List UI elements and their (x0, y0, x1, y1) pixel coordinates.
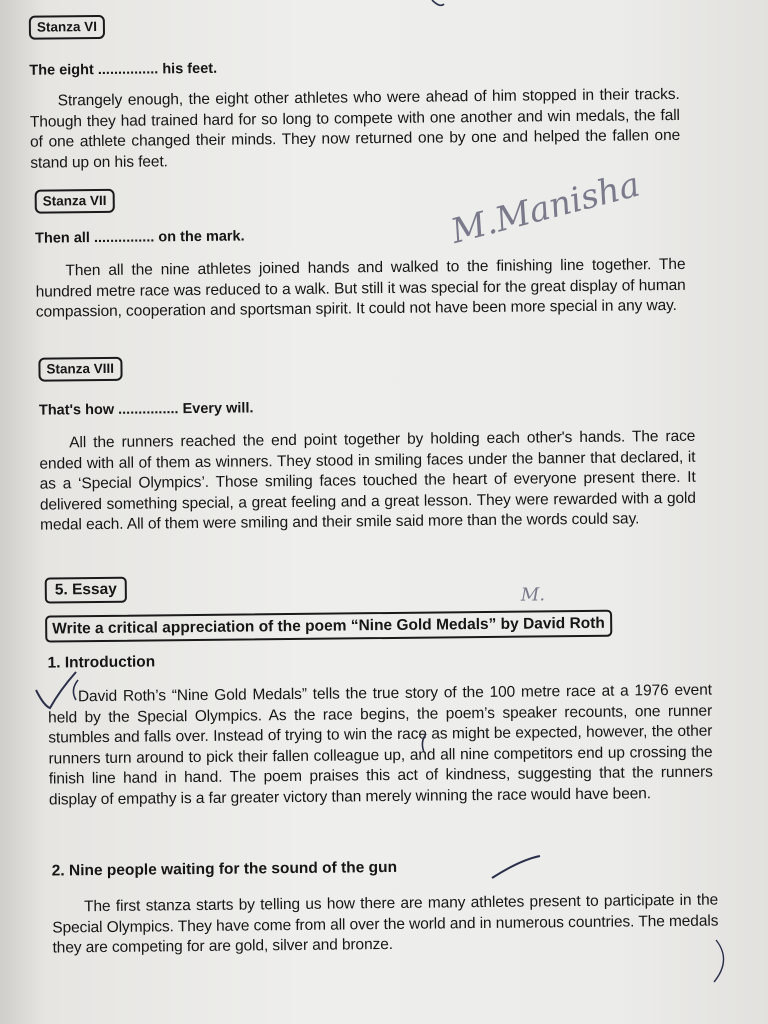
stanza-6-lead: The eight ............... his feet. (29, 60, 218, 79)
stanza-7-lead: Then all ............... on the mark. (35, 228, 245, 247)
stanza-6-label: Stanza VI (29, 15, 105, 40)
open-bracket-mark (73, 680, 78, 700)
section-2-paragraph: The first stanza starts by telling us how there are many athletes present to participate in the Special Olympics. They have come from all over the world and in numerous countries. The medals they are competing for are gold, silver and bronze. (52, 891, 719, 957)
stanza-8-lead: That's how ............... Every will. (38, 400, 254, 419)
essay-label: 5. Essay (45, 577, 127, 604)
essay-question: Write a critical appreciation of the poem “Nine Gold Medals” by David Roth (45, 610, 612, 643)
stanza-7-paragraph: Then all the nine athletes joined hands and walked to the finishing line together. The hundred metre race was reduced to a walk. But still it was special for the great display of human compassion, cooperation and sportsman spirit. It could not have been more special in any way. (35, 255, 686, 321)
margin-curve-mark (714, 940, 724, 982)
stanza-8-paragraph: All the runners reached the end point together by holding each other's hands. The race ended with all of them as winners. They stood in smiling faces under the banner that declared, it as a ‘Special Olympics’. Those smiling faces touched the heart of everyone present there. It delivered something special, a great feeling and a great lesson. They were rewarded with a gold medal each. All of them were smiling and their smile said more than the words could say. (39, 427, 696, 535)
stanza-7-label: Stanza VII (35, 189, 115, 214)
handwritten-initial: M. (520, 584, 546, 606)
section-2-heading: 2. Nine people waiting for the sound of the gun (51, 858, 398, 880)
tick-mark (36, 672, 76, 708)
arrow-mark (492, 856, 540, 878)
section-1-heading: 1. Introduction (47, 653, 156, 672)
stanza-8-label: Stanza VIII (38, 357, 122, 382)
section-1-paragraph: David Roth’s “Nine Gold Medals” tells the true story of the 100 metre race at a 1976 event held by the Special Olympics. As the race begins, the poem’s speaker recounts, one runner stumbles and falls over. Instead of trying to win the race as might be expected, however, the other runners turn around to pick their fallen colleague up, and all nine competitors end up crossing the finish line hand in hand. The poem praises this act of kindness, suggesting that the runners display of empathy is a far greater victory than merely winning the race would have been. (48, 681, 713, 809)
stanza-6-paragraph: Strangely enough, the eight other athletes who were ahead of him stopped in their tracks. Though they had trained hard for so long to compete with one another and win medals, the fall of one athlete changed their minds. They now returned one by one and helped the fallen one stand up on his feet. (29, 85, 681, 172)
handwritten-signature: M.Manisha (446, 164, 644, 253)
bracket-mark (422, 734, 426, 752)
top-mark (432, 0, 444, 5)
